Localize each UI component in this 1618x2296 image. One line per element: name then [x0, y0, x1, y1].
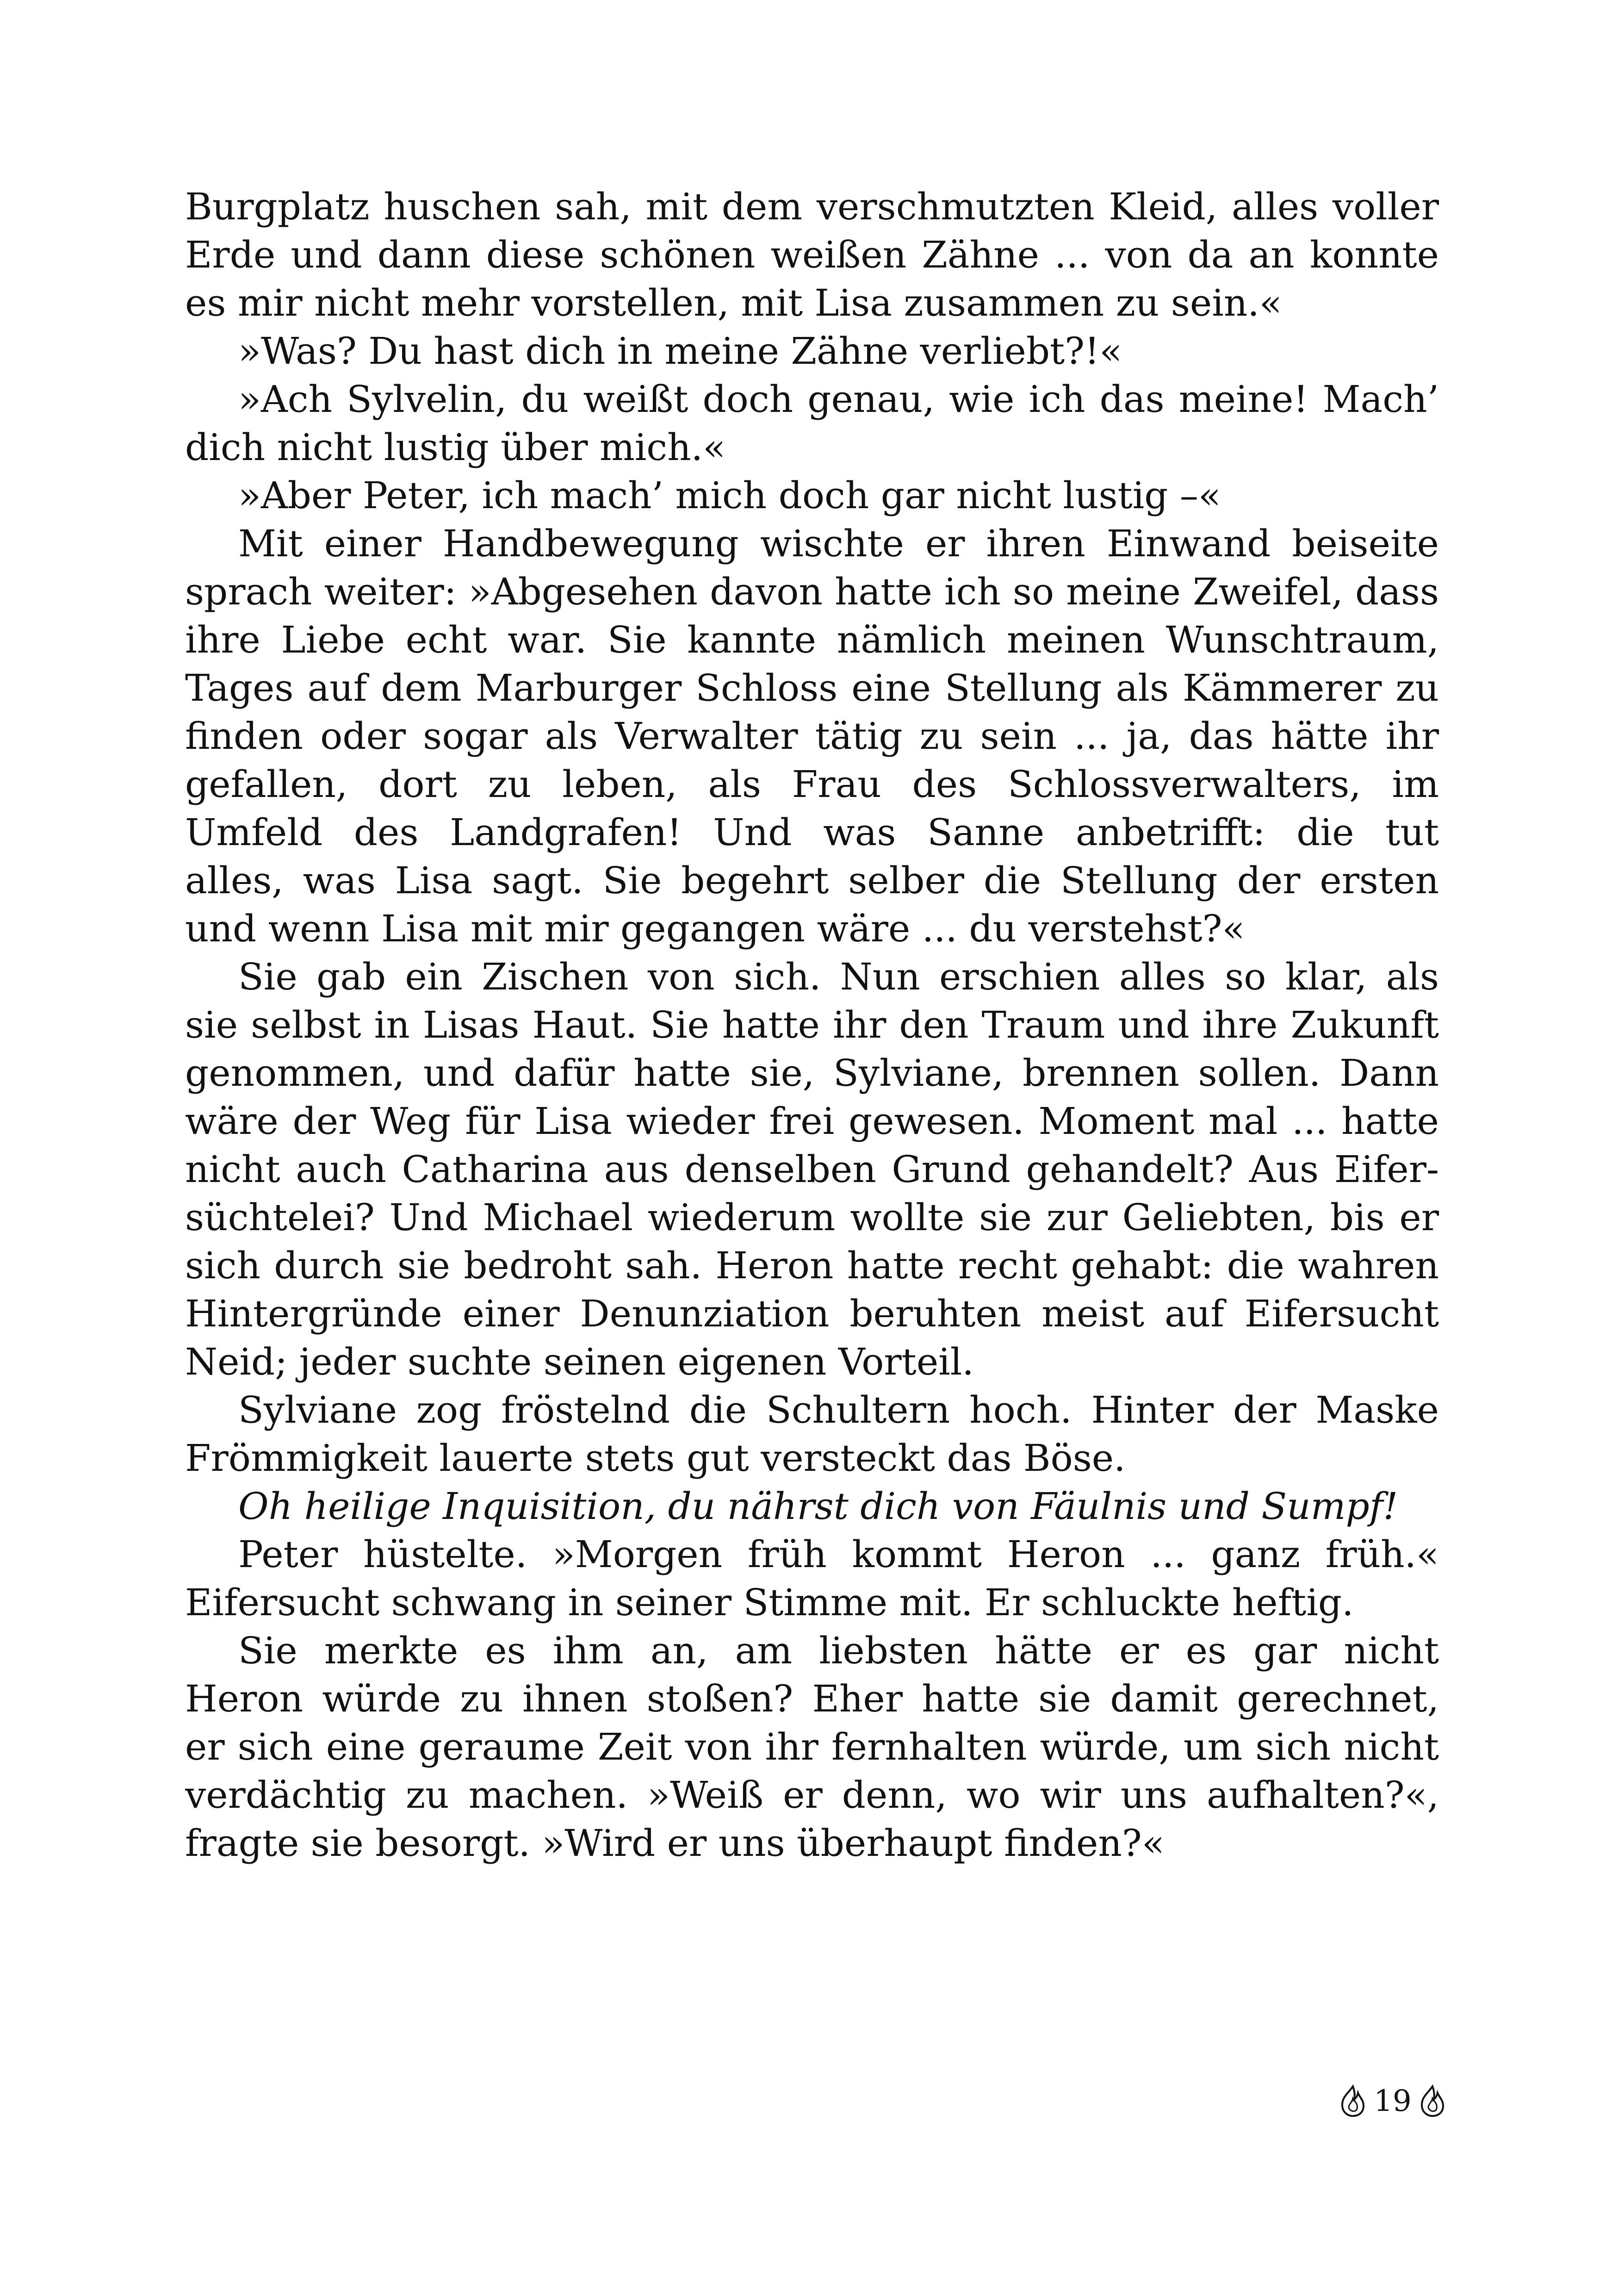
- text-line: Heron würde zu ihnen stoßen? Eher hatte sie damit gerechnet,: [185, 1677, 1439, 1720]
- text-line: »Was? Du hast dich in meine Zähne verliebt?!«: [238, 330, 1122, 373]
- text-line: sich durch sie bedroht sah. Heron hatte recht gehabt: die wahren: [185, 1244, 1439, 1287]
- text-line: Tages auf dem Marburger Schloss eine Stellung als Kämmerer zu: [185, 666, 1439, 709]
- page-footer: [1337, 2078, 1448, 2124]
- text-line: Burgplatz huschen sah, mit dem verschmutzten Kleid, alles voller: [185, 185, 1439, 228]
- text-line: Hintergründe einer Denunziation beruhten meist auf Eifersucht: [185, 1292, 1439, 1335]
- text-line: verdächtig zu machen. »Weiß er denn, wo wir uns aufhalten?«,: [185, 1773, 1439, 1817]
- text-line: nicht auch Catharina aus denselben Grund gehandelt? Aus Eifer-: [185, 1148, 1439, 1191]
- text-line: süchtelei? Und Michael wiederum wollte sie zur Geliebten, bis er: [185, 1196, 1439, 1239]
- text-line: Sie merkte es ihm an, am liebsten hätte er es gar nicht: [238, 1629, 1439, 1672]
- text-line: er sich eine geraume Zeit von ihr fernhalten würde, um sich nicht: [185, 1725, 1439, 1768]
- text-line: gefallen, dort zu leben, als Frau des Schlossverwalters, im: [185, 763, 1439, 806]
- text-line: Erde und dann diese schönen weißen Zähne ... von da an konnte: [185, 233, 1439, 276]
- text-line: Neid; jeder suchte seinen eigenen Vorteil.: [185, 1340, 974, 1383]
- text-line: Eifersucht schwang in seiner Stimme mit. Er schluckte heftig.: [185, 1581, 1354, 1624]
- text-line: sprach weiter: »Abgesehen davon hatte ich so meine Zweifel, dass: [185, 570, 1439, 613]
- text-line: Sylviane zog fröstelnd die Schultern hoch. Hinter der Maske: [238, 1388, 1439, 1431]
- text-line: und wenn Lisa mit mir gegangen wäre ... du verstehst?«: [185, 907, 1245, 950]
- text-line: Frömmigkeit lauerte stets gut versteckt das Böse.: [185, 1437, 1126, 1480]
- text-line: wäre der Weg für Lisa wieder frei gewesen. Moment mal ... hatte: [185, 1100, 1439, 1143]
- text-line: Sie gab ein Zischen von sich. Nun erschien alles so klar, als: [238, 955, 1439, 998]
- text-line: fragte sie besorgt. »Wird er uns überhaupt finden?«: [185, 1822, 1165, 1865]
- text-line: Peter hüstelte. »Morgen früh kommt Heron ... ganz früh.«: [238, 1533, 1439, 1576]
- flame-icon: [1418, 2084, 1447, 2118]
- page-number: 19: [1374, 2084, 1412, 2118]
- body-text: [185, 183, 1439, 1867]
- text-line: Mit einer Handbewegung wischte er ihren Einwand beiseite: [238, 522, 1439, 565]
- text-line: dich nicht lustig über mich.«: [185, 426, 726, 469]
- text-line: ihre Liebe echt war. Sie kannte nämlich meinen Wunschtraum,: [185, 618, 1439, 661]
- flame-icon: [1339, 2084, 1367, 2118]
- text-line: alles, was Lisa sagt. Sie begehrt selber die Stellung der ersten: [185, 859, 1439, 902]
- text-line: sie selbst in Lisas Haut. Sie hatte ihr den Traum und ihre Zukunft: [185, 1003, 1439, 1046]
- text-line: Umfeld des Landgrafen! Und was Sanne anbetrifft: die tut: [185, 811, 1439, 854]
- text-line: »Aber Peter, ich mach’ mich doch gar nicht lustig –«: [238, 474, 1221, 517]
- text-line: genommen, und dafür hatte sie, Sylviane, brennen sollen. Dann: [185, 1052, 1439, 1095]
- text-line: Oh heilige Inquisition, du nährst dich von Fäulnis und Sumpf!: [238, 1485, 1398, 1528]
- text-line: »Ach Sylvelin, du weißt doch genau, wie ich das meine! Mach’: [238, 378, 1439, 421]
- text-line: finden oder sogar als Verwalter tätig zu sein ... ja, das hätte ihr: [185, 715, 1439, 758]
- text-line: es mir nicht mehr vorstellen, mit Lisa zusammen zu sein.«: [185, 281, 1282, 324]
